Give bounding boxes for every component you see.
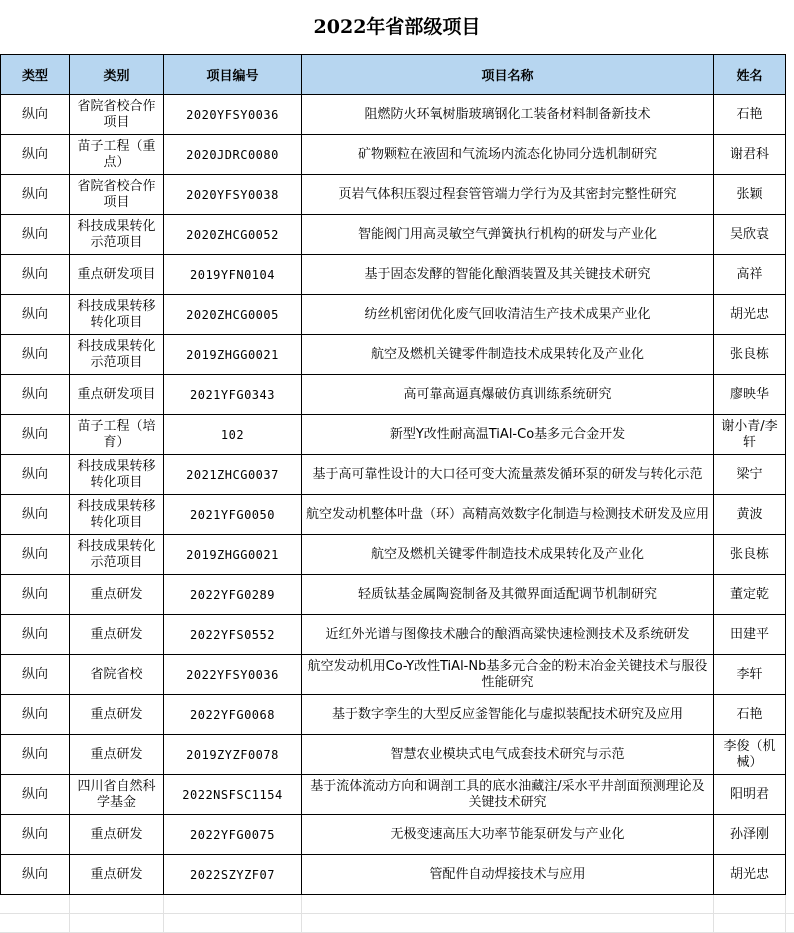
column-header-type[interactable]: 类型: [1, 55, 70, 95]
cell-type[interactable]: 纵向: [1, 535, 70, 575]
table-row: [1, 735, 794, 775]
cell-person[interactable]: 张颖: [714, 175, 786, 215]
cell-project-name[interactable]: 航空发动机整体叶盘（环）高精高效数字化制造与检测技术研发及应用: [302, 495, 714, 535]
cell-code[interactable]: 102: [164, 415, 302, 455]
table-row: [1, 375, 794, 415]
cell-type[interactable]: 纵向: [1, 255, 70, 295]
cell-project-name[interactable]: 近红外光谱与图像技术融合的酿酒高粱快速检测技术及系统研发: [302, 615, 714, 655]
cell-code[interactable]: 2020ZHCG0005: [164, 295, 302, 335]
table-row: [1, 495, 794, 535]
cell-code[interactable]: 2021YFG0343: [164, 375, 302, 415]
table-row: [1, 695, 794, 735]
cell-type[interactable]: 纵向: [1, 815, 70, 855]
empty-cell[interactable]: [786, 535, 794, 575]
cell-code[interactable]: 2022YFG0075: [164, 815, 302, 855]
cell-project-name[interactable]: 航空发动机用Co-Y改性TiAl-Nb基多元合金的粉末冶金关键技术与服役性能研究: [302, 655, 714, 695]
cell-project-name[interactable]: 无极变速高压大功率节能泵研发与产业化: [302, 815, 714, 855]
cell-project-name[interactable]: 基于数字孪生的大型反应釜智能化与虚拟装配技术研究及应用: [302, 695, 714, 735]
cell-project-name[interactable]: 管配件自动焊接技术与应用: [302, 855, 714, 895]
cell-category[interactable]: 重点研发: [70, 735, 164, 775]
column-header-code[interactable]: 项目编号: [164, 55, 302, 95]
table-row: [1, 455, 794, 495]
empty-cell[interactable]: [786, 375, 794, 415]
empty-cell[interactable]: [786, 215, 794, 255]
cell-code[interactable]: 2020YFSY0036: [164, 95, 302, 135]
empty-cell[interactable]: [786, 335, 794, 375]
column-header-person[interactable]: 姓名: [714, 55, 786, 95]
table-row: [1, 655, 794, 695]
cell-category[interactable]: 省院省校合作项目: [70, 175, 164, 215]
cell-person[interactable]: 田建平: [714, 615, 786, 655]
empty-cell[interactable]: [786, 415, 794, 455]
cell-person[interactable]: 谢君科: [714, 135, 786, 175]
cell-category[interactable]: 省院省校: [70, 655, 164, 695]
empty-cell[interactable]: [786, 615, 794, 655]
cell-type[interactable]: 纵向: [1, 695, 70, 735]
cell-type[interactable]: 纵向: [1, 95, 70, 135]
cell-project-name[interactable]: 纺丝机密闭优化废气回收清洁生产技术成果产业化: [302, 295, 714, 335]
cell-type[interactable]: 纵向: [1, 575, 70, 615]
empty-cell[interactable]: [786, 55, 794, 95]
table-row: [1, 855, 794, 895]
cell-person[interactable]: 高祥: [714, 255, 786, 295]
cell-category[interactable]: 重点研发: [70, 615, 164, 655]
cell-person[interactable]: 梁宁: [714, 455, 786, 495]
cell-project-name[interactable]: 智能阀门用高灵敏空气弹簧执行机构的研发与产业化: [302, 215, 714, 255]
cell-type[interactable]: 纵向: [1, 135, 70, 175]
table-row: [1, 95, 794, 135]
cell-code[interactable]: 2019YFN0104: [164, 255, 302, 295]
cell-code[interactable]: 2020YFSY0038: [164, 175, 302, 215]
cell-category[interactable]: 重点研发: [70, 855, 164, 895]
cell-person[interactable]: 胡光忠: [714, 855, 786, 895]
cell-project-name[interactable]: 基于流体流动方向和调剖工具的底水油藏注/采水平井剖面预测理论及关键技术研究: [302, 775, 714, 815]
empty-cell[interactable]: [786, 695, 794, 735]
empty-cell[interactable]: [786, 655, 794, 695]
cell-person[interactable]: 谢小青/李轩: [714, 415, 786, 455]
cell-code[interactable]: 2020ZHCG0052: [164, 215, 302, 255]
table-row: [1, 295, 794, 335]
cell-code[interactable]: 2022SZYZF07: [164, 855, 302, 895]
cell-type[interactable]: 纵向: [1, 615, 70, 655]
cell-project-name[interactable]: 高可靠高逼真爆破仿真训练系统研究: [302, 375, 714, 415]
cell-person[interactable]: 吴欣袁: [714, 215, 786, 255]
empty-cell[interactable]: [786, 255, 794, 295]
cell-project-name[interactable]: 航空及燃机关键零件制造技术成果转化及产业化: [302, 335, 714, 375]
cell-category[interactable]: 重点研发项目: [70, 255, 164, 295]
cell-project-name[interactable]: 基于固态发酵的智能化酿酒装置及其关键技术研究: [302, 255, 714, 295]
header-row: [1, 55, 794, 95]
project-table: [0, 54, 794, 895]
cell-type[interactable]: 纵向: [1, 775, 70, 815]
cell-category[interactable]: 重点研发项目: [70, 375, 164, 415]
cell-project-name[interactable]: 新型Y改性耐高温TiAl-Co基多元合金开发: [302, 415, 714, 455]
cell-category[interactable]: 科技成果转移转化项目: [70, 495, 164, 535]
cell-person[interactable]: 阳明君: [714, 775, 786, 815]
table-body: [1, 95, 794, 895]
cell-code[interactable]: 2021YFG0050: [164, 495, 302, 535]
table-row: [1, 415, 794, 455]
table-row: [1, 215, 794, 255]
cell-type[interactable]: 纵向: [1, 455, 70, 495]
cell-type[interactable]: 纵向: [1, 175, 70, 215]
empty-cell[interactable]: [786, 735, 794, 775]
cell-code[interactable]: 2021ZHCG0037: [164, 455, 302, 495]
cell-category[interactable]: 科技成果转移转化项目: [70, 455, 164, 495]
empty-cell[interactable]: [786, 775, 794, 815]
table-row: [1, 815, 794, 855]
cell-code[interactable]: 2022YFSY0036: [164, 655, 302, 695]
cell-project-name[interactable]: 矿物颗粒在液固和气流场内流态化协同分选机制研究: [302, 135, 714, 175]
cell-project-name[interactable]: 阻燃防火环氧树脂玻璃钢化工装备材料制备新技术: [302, 95, 714, 135]
table-row: [1, 135, 794, 175]
cell-category[interactable]: 科技成果转移转化项目: [70, 295, 164, 335]
table-row: [1, 335, 794, 375]
table-row: [1, 775, 794, 815]
empty-cell[interactable]: [786, 815, 794, 855]
cell-person[interactable]: 张良栋: [714, 335, 786, 375]
empty-cell[interactable]: [786, 455, 794, 495]
cell-person[interactable]: 廖映华: [714, 375, 786, 415]
empty-cell[interactable]: [786, 295, 794, 335]
table-row: [1, 175, 794, 215]
cell-type[interactable]: 纵向: [1, 295, 70, 335]
cell-person[interactable]: 董定乾: [714, 575, 786, 615]
cell-type[interactable]: 纵向: [1, 415, 70, 455]
cell-person[interactable]: 胡光忠: [714, 295, 786, 335]
cell-code[interactable]: 2019ZHGG0021: [164, 335, 302, 375]
cell-project-name[interactable]: 基于高可靠性设计的大口径可变大流量蒸发循环泵的研发与转化示范: [302, 455, 714, 495]
cell-type[interactable]: 纵向: [1, 495, 70, 535]
cell-person[interactable]: 石艳: [714, 95, 786, 135]
cell-code[interactable]: 2022YFG0068: [164, 695, 302, 735]
empty-cell[interactable]: [786, 175, 794, 215]
table-row: [1, 615, 794, 655]
empty-cell[interactable]: [786, 495, 794, 535]
cell-type[interactable]: 纵向: [1, 215, 70, 255]
column-header-category[interactable]: 类别: [70, 55, 164, 95]
cell-type[interactable]: 纵向: [1, 375, 70, 415]
column-header-name[interactable]: 项目名称: [302, 55, 714, 95]
cell-project-name[interactable]: 轻质钛基金属陶瓷制备及其微界面适配调节机制研究: [302, 575, 714, 615]
cell-code[interactable]: 2020JDRC0080: [164, 135, 302, 175]
cell-person[interactable]: 李轩: [714, 655, 786, 695]
cell-category[interactable]: 科技成果转化示范项目: [70, 215, 164, 255]
cell-person[interactable]: 李俊（机械）: [714, 735, 786, 775]
cell-code[interactable]: 2022NSFSC1154: [164, 775, 302, 815]
cell-category[interactable]: 重点研发: [70, 575, 164, 615]
cell-code[interactable]: 2022YFG0289: [164, 575, 302, 615]
empty-cell[interactable]: [786, 855, 794, 895]
table-row: [1, 575, 794, 615]
sheet-title: 2022年省部级项目: [313, 15, 481, 38]
cell-category[interactable]: 四川省自然科学基金: [70, 775, 164, 815]
cell-category[interactable]: 重点研发: [70, 815, 164, 855]
empty-cell[interactable]: [786, 135, 794, 175]
cell-type[interactable]: 纵向: [1, 735, 70, 775]
cell-project-name[interactable]: 页岩气体积压裂过程套管管端力学行为及其密封完整性研究: [302, 175, 714, 215]
cell-category[interactable]: 省院省校合作项目: [70, 95, 164, 135]
cell-category[interactable]: 苗子工程（重点）: [70, 135, 164, 175]
cell-project-name[interactable]: 航空及燃机关键零件制造技术成果转化及产业化: [302, 535, 714, 575]
cell-person[interactable]: 孙泽刚: [714, 815, 786, 855]
cell-person[interactable]: 黄波: [714, 495, 786, 535]
table-row: [1, 535, 794, 575]
cell-type[interactable]: 纵向: [1, 855, 70, 895]
cell-category[interactable]: 科技成果转化示范项目: [70, 535, 164, 575]
empty-cell[interactable]: [786, 95, 794, 135]
cell-code[interactable]: 2022YFS0552: [164, 615, 302, 655]
cell-project-name[interactable]: 智慧农业模块式电气成套技术研究与示范: [302, 735, 714, 775]
empty-grid-area: [0, 895, 794, 933]
cell-type[interactable]: 纵向: [1, 335, 70, 375]
cell-category[interactable]: 科技成果转化示范项目: [70, 335, 164, 375]
cell-code[interactable]: 2019ZYZF0078: [164, 735, 302, 775]
empty-cell[interactable]: [786, 575, 794, 615]
cell-type[interactable]: 纵向: [1, 655, 70, 695]
cell-person[interactable]: 石艳: [714, 695, 786, 735]
cell-category[interactable]: 苗子工程（培育）: [70, 415, 164, 455]
cell-code[interactable]: 2019ZHGG0021: [164, 535, 302, 575]
table-row: [1, 255, 794, 295]
cell-person[interactable]: 张良栋: [714, 535, 786, 575]
cell-category[interactable]: 重点研发: [70, 695, 164, 735]
